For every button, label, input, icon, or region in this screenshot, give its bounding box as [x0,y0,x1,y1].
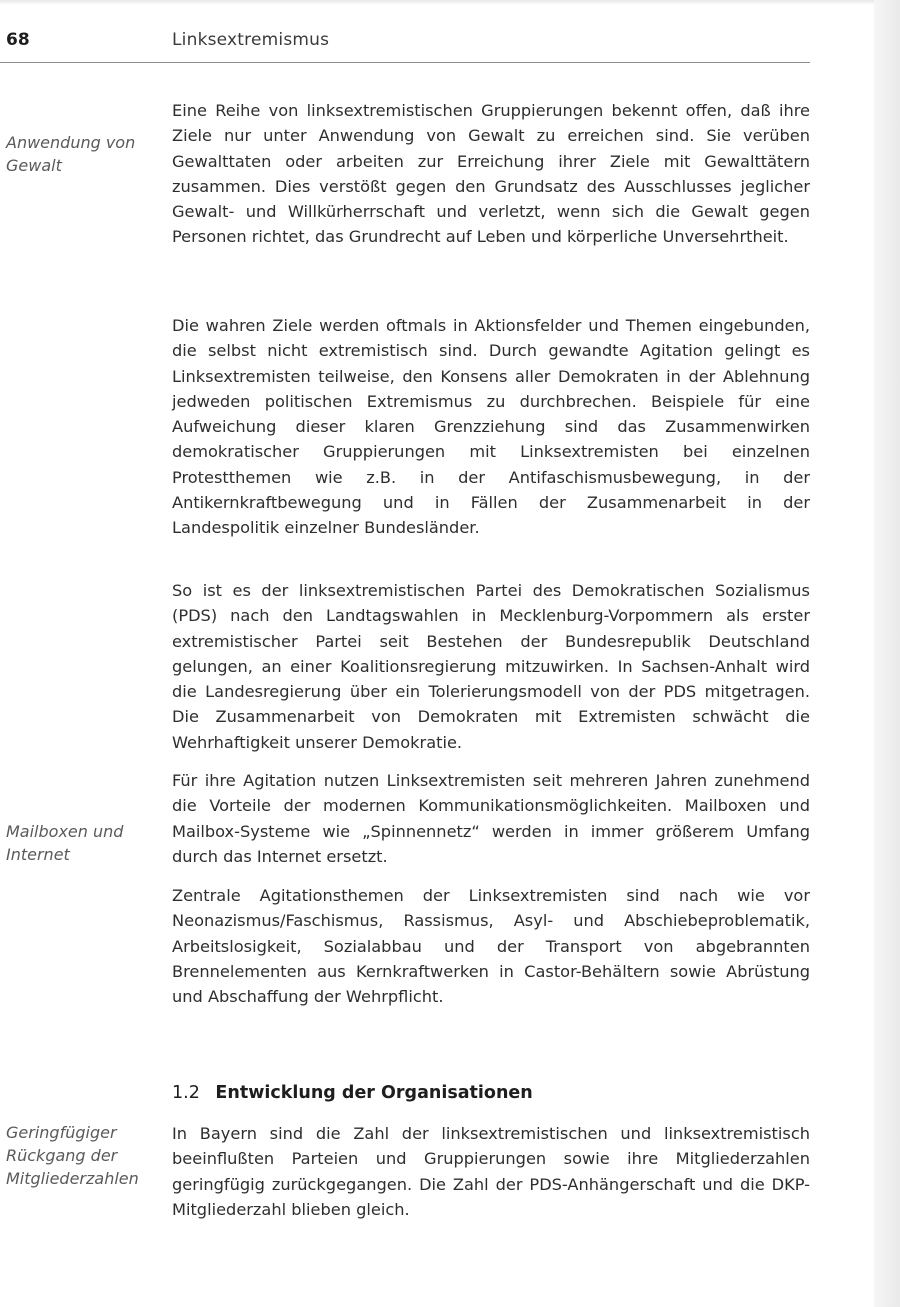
margin-note-internet [6,820,166,866]
margin-note-line: Geringfügiger [6,1123,117,1142]
section-number: 1.2 [172,1083,200,1103]
margin-note-line: Anwendung von [6,133,136,152]
paragraph-5 [172,883,810,1009]
header-rule [0,62,810,63]
section-title: Entwicklung der Organisationen [215,1083,533,1103]
paragraph-text: So ist es der linksextremistischen Partei des Demokratischen Sozialismus (PDS) nach den Landtagswahlen in Mecklenburg-Vorpommern als erster extremistischer Partei seit Bestehen der Bundesrepublik Deutschland gelungen, an einer Koalitionsregierung mitzuwirken. In Sachsen-Anhalt wird die Landesregierung über ein Tolerierungsmodell von der PDS mitgetragen. Die Zusammenarbeit von Demokraten mit Extremisten schwächt die Wehrhaftigkeit unserer Demokratie. [172,581,810,752]
paragraph-4 [172,768,810,869]
paragraph-text: Eine Reihe von linksextremistischen Gruppierungen bekennt offen, daß ihre Ziele nur unter Anwendung von Gewalt zu erreichen sind. Sie verüben Gewalttaten oder arbeiten zur Erreichung ihrer Ziele mit Gewalttätern zusammen. Dies verstößt gegen den Grundsatz des Ausschlusses jeglicher Gewalt- und Willkürherrschaft und verletzt, wenn sich die Gewalt gegen Personen richtet, das Grundrecht auf Leben und körperliche Unversehrtheit. [172,101,810,247]
margin-note-mitglieder [6,1121,166,1190]
margin-note-line: Mailboxen und [6,822,124,841]
paragraph-1 [172,98,810,250]
section-heading [172,1083,533,1103]
scan-top-shadow [0,0,900,5]
paragraph-3 [172,578,810,755]
margin-note-gewalt [6,131,166,177]
margin-note-line: Internet [6,845,70,864]
paragraph-text: Für ihre Agitation nutzen Linksextremisten seit mehreren Jahren zunehmend die Vorteile der modernen Kommunikationsmöglichkeiten. Mailboxen und Mailbox-Systeme wie „Spinnennetz“ werden in immer größerem Umfang durch das Internet ersetzt. [172,771,810,866]
scan-right-edge [874,0,900,1307]
paragraph-2 [172,313,810,541]
paragraph-text: Die wahren Ziele werden oftmals in Aktionsfelder und Themen eingebunden, die selbst nicht extremistisch sind. Durch gewandte Agitation gelingt es Linksextremisten teilweise, den Konsens aller Demokraten in der Ablehnung jedweden politischen Extremismus zu durchbrechen. Beispiele für eine Aufweichung dieser klaren Grenzziehung sind das Zusammenwirken demokratischer Gruppierungen mit Linksextremisten bei einzelnen Protestthemen wie z.B. in der Antifaschismusbewegung, in der Antikernkraftbewegung und in Fällen der Zusammenarbeit in der Landespolitik einzelner Bundesländer. [172,316,810,538]
page-header [0,30,872,60]
running-title: Linksextremismus [172,30,330,50]
paragraph-text: Zentrale Agitationsthemen der Linksextremisten sind nach wie vor Neonazismus/Faschismus, Rassismus, Asyl- und Abschiebeproblematik, Arbeitslosigkeit, Sozialabbau und der Transport von abgebrannten Brennelementen aus Kernkraftwerken in Castor-Behältern sowie Abrüstung und Abschaffung der Wehrpflicht. [172,886,810,1007]
paragraph-text: In Bayern sind die Zahl der linksextremistischen und linksextremistisch beeinflußten Parteien und Gruppierungen sowie ihre Mitgliederzahlen geringfügig zurückgegangen. Die Zahl der PDS-Anhängerschaft und die DKP-Mitgliederzahl blieben gleich. [172,1124,810,1219]
margin-note-line: Gewalt [6,156,62,175]
section-paragraph [172,1121,810,1222]
margin-note-line: Mitgliederzahlen [6,1169,139,1188]
page-number: 68 [6,30,30,50]
margin-note-line: Rückgang der [6,1146,118,1165]
